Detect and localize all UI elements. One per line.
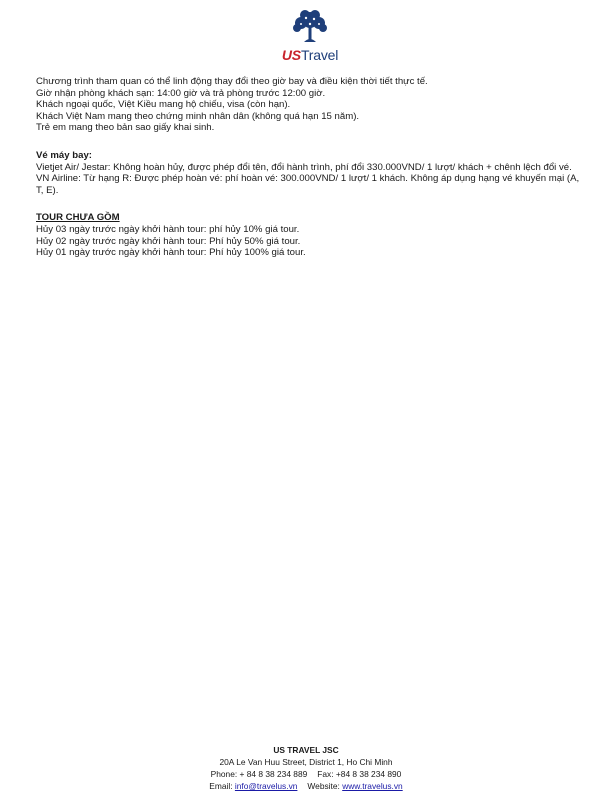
logo-wordmark: [270, 46, 350, 64]
footer-website-label: Website:: [307, 781, 340, 791]
footer-contact-line: [0, 768, 612, 780]
airfare-heading: Vé máy bay:: [36, 149, 92, 161]
footer-email-label: Email:: [209, 781, 233, 791]
note-line: Trẻ em mang theo bản sao giấy khai sinh.: [36, 122, 215, 134]
logo-travel-text: Travel: [300, 47, 339, 63]
footer-company: US TRAVEL JSC: [273, 745, 339, 755]
footer-website-link[interactable]: www.travelus.vn: [342, 781, 403, 791]
tour-item: Hủy 02 ngày trước ngày khởi hành tour: Phí hủy 50% giá tour.: [36, 235, 301, 247]
note-line: Khách Việt Nam mang theo chứng minh nhân dân (không quá hạn 15 năm).: [36, 110, 360, 122]
note-line: Chương trình tham quan có thể linh động thay đổi theo giờ bay và điều kiện thời tiết thực tế.: [36, 76, 428, 87]
footer-phone: Phone: + 84 8 38 234 889: [210, 769, 308, 779]
tour-item: Hủy 03 ngày trước ngày khởi hành tour: phí hủy 10% giá tour.: [36, 223, 300, 235]
document-body: [36, 76, 584, 259]
tour-heading: TOUR CHƯA GỒM: [36, 212, 120, 224]
tour-item: Hủy 01 ngày trước ngày khởi hành tour: Phí hủy 100% giá tour.: [36, 247, 306, 259]
airfare-item: Vietjet Air/ Jestar: Không hoàn hủy, được phép đổi tên, đổi hành trình, phí đổi 330.000VND/ 1 lượt/ khách + chênh lệch đổi vé.: [36, 161, 572, 173]
footer-address: 20A Le Van Huu Street, District 1, Ho Chi Minh: [219, 757, 393, 767]
footer-email-link[interactable]: info@travelus.vn: [234, 781, 298, 791]
note-line: Khách ngoại quốc, Việt Kiều mang hộ chiếu, visa (còn hạn).: [36, 99, 291, 111]
footer-links-line: [0, 780, 612, 792]
tree-icon: [270, 8, 350, 48]
logo-us-text: US: [281, 47, 301, 63]
note-line: Giờ nhận phòng khách sạn: 14:00 giờ và trả phòng trước 12:00 giờ.: [36, 87, 326, 99]
airfare-item: VN Airline: Từ hạng R: Được phép hoàn vé: phí hoàn vé: 300.000VND/ 1 lượt/ 1 khách. Không áp dụng hạng vé khuyến mại (A, T, E).: [36, 173, 580, 196]
page-footer: [0, 744, 612, 792]
company-logo: [270, 8, 350, 66]
footer-fax: Fax: +84 8 38 234 890: [317, 769, 402, 779]
